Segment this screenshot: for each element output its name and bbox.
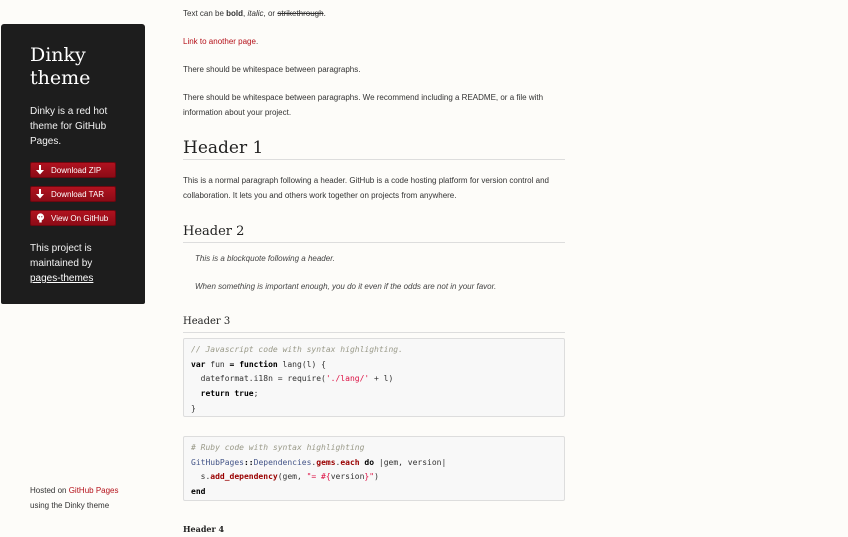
download-tar-button[interactable] (30, 186, 116, 202)
code-string: "= #{ (306, 472, 331, 482)
site-title-line2: theme (30, 67, 91, 89)
code-text: s. (191, 472, 211, 482)
separator: , or (263, 9, 276, 18)
code-comment: // Javascript code with syntax highlighting. (191, 345, 403, 354)
download-icon (35, 164, 45, 176)
header1-paragraph: This is a normal paragraph following a header. GitHub is a code hosting platform for version control and collaboration. It lets you and others work together on projects from anywhere. (183, 176, 549, 200)
download-zip-button[interactable] (30, 162, 116, 178)
code-text: + l) (369, 374, 394, 384)
code-operator: :: (243, 457, 254, 467)
code-text: dateformat.i18n = require( (191, 374, 326, 384)
code-text: ; (253, 389, 259, 399)
blockquote (183, 251, 496, 294)
code-comment: # Ruby code with syntax highlighting (191, 443, 365, 452)
formatting-paragraph (183, 6, 326, 21)
code-text: |gem, version| (374, 457, 447, 467)
another-page-link[interactable]: Link to another page (183, 37, 256, 46)
period: . (323, 9, 326, 18)
code-keyword: do (359, 457, 375, 467)
code-keyword: return true (191, 389, 254, 399)
code-function: each (340, 457, 360, 467)
code-function: add_dependency (210, 472, 278, 482)
code-text: fun (205, 359, 230, 369)
code-text: . (335, 457, 341, 467)
theme-credit: using the Dinky theme (30, 501, 110, 510)
sidebar (1, 24, 145, 304)
code-keyword: var (191, 359, 206, 369)
site-title[interactable] (30, 44, 116, 90)
code-keyword: function (234, 359, 278, 369)
header-3: Header 3 (183, 314, 565, 333)
code-string: './lang/' (325, 374, 370, 384)
header-4: Header 4 (183, 524, 225, 534)
header-2: Header 2 (183, 224, 565, 243)
code-text: (gem, (277, 472, 307, 482)
blockquote-line-1: This is a blockquote following a header. (195, 254, 335, 263)
download-icon (35, 188, 45, 200)
view-on-github-label: View On GitHub (51, 213, 109, 223)
separator: , (243, 9, 246, 18)
site-tagline: Dinky is a red hot theme for GitHub Pages. (30, 106, 108, 147)
maintained-prefix: This project is maintained by (30, 243, 93, 269)
strikethrough-text: strikethrough (277, 9, 324, 18)
code-string: }" (364, 472, 375, 482)
formatting-prefix: Text can be (183, 9, 224, 18)
code-text: . (311, 457, 317, 467)
maintained-by-text (30, 241, 116, 286)
site-title-line1: Dinky (30, 44, 86, 66)
whitespace-paragraph-2: There should be whitespace between paragraphs. We recommend including a README, or a file with information about your project. (183, 93, 544, 117)
link-paragraph (183, 34, 258, 49)
italic-text: italic (247, 9, 264, 18)
blockquote-line-2: When something is important enough, you do it even if the odds are not in your favor. (195, 282, 497, 291)
code-operator: = (229, 359, 235, 369)
ruby-code-block (183, 436, 565, 501)
whitespace-paragraph-1: There should be whitespace between paragraphs. (183, 65, 361, 74)
code-text: } (191, 403, 196, 413)
code-text: lang(l) { (277, 359, 326, 369)
period: . (255, 37, 259, 46)
javascript-code-block (183, 338, 565, 417)
bold-text: bold (226, 9, 244, 18)
footer (30, 483, 160, 513)
view-on-github-button[interactable] (30, 210, 116, 226)
maintainer-link[interactable]: pages-themes (30, 273, 94, 284)
hosted-prefix: Hosted on (30, 486, 67, 495)
code-variable: version (330, 472, 365, 482)
download-tar-label: Download TAR (51, 189, 105, 199)
code-keyword: end (191, 487, 206, 497)
code-class: Dependencies (253, 457, 312, 467)
github-pages-link[interactable]: GitHub Pages (68, 486, 119, 495)
code-text: ) (374, 472, 379, 482)
download-zip-label: Download ZIP (51, 165, 102, 175)
github-icon (35, 212, 45, 224)
code-function: gems (316, 457, 336, 467)
header-1: Header 1 (183, 141, 565, 160)
code-class: GitHubPages (191, 457, 244, 467)
